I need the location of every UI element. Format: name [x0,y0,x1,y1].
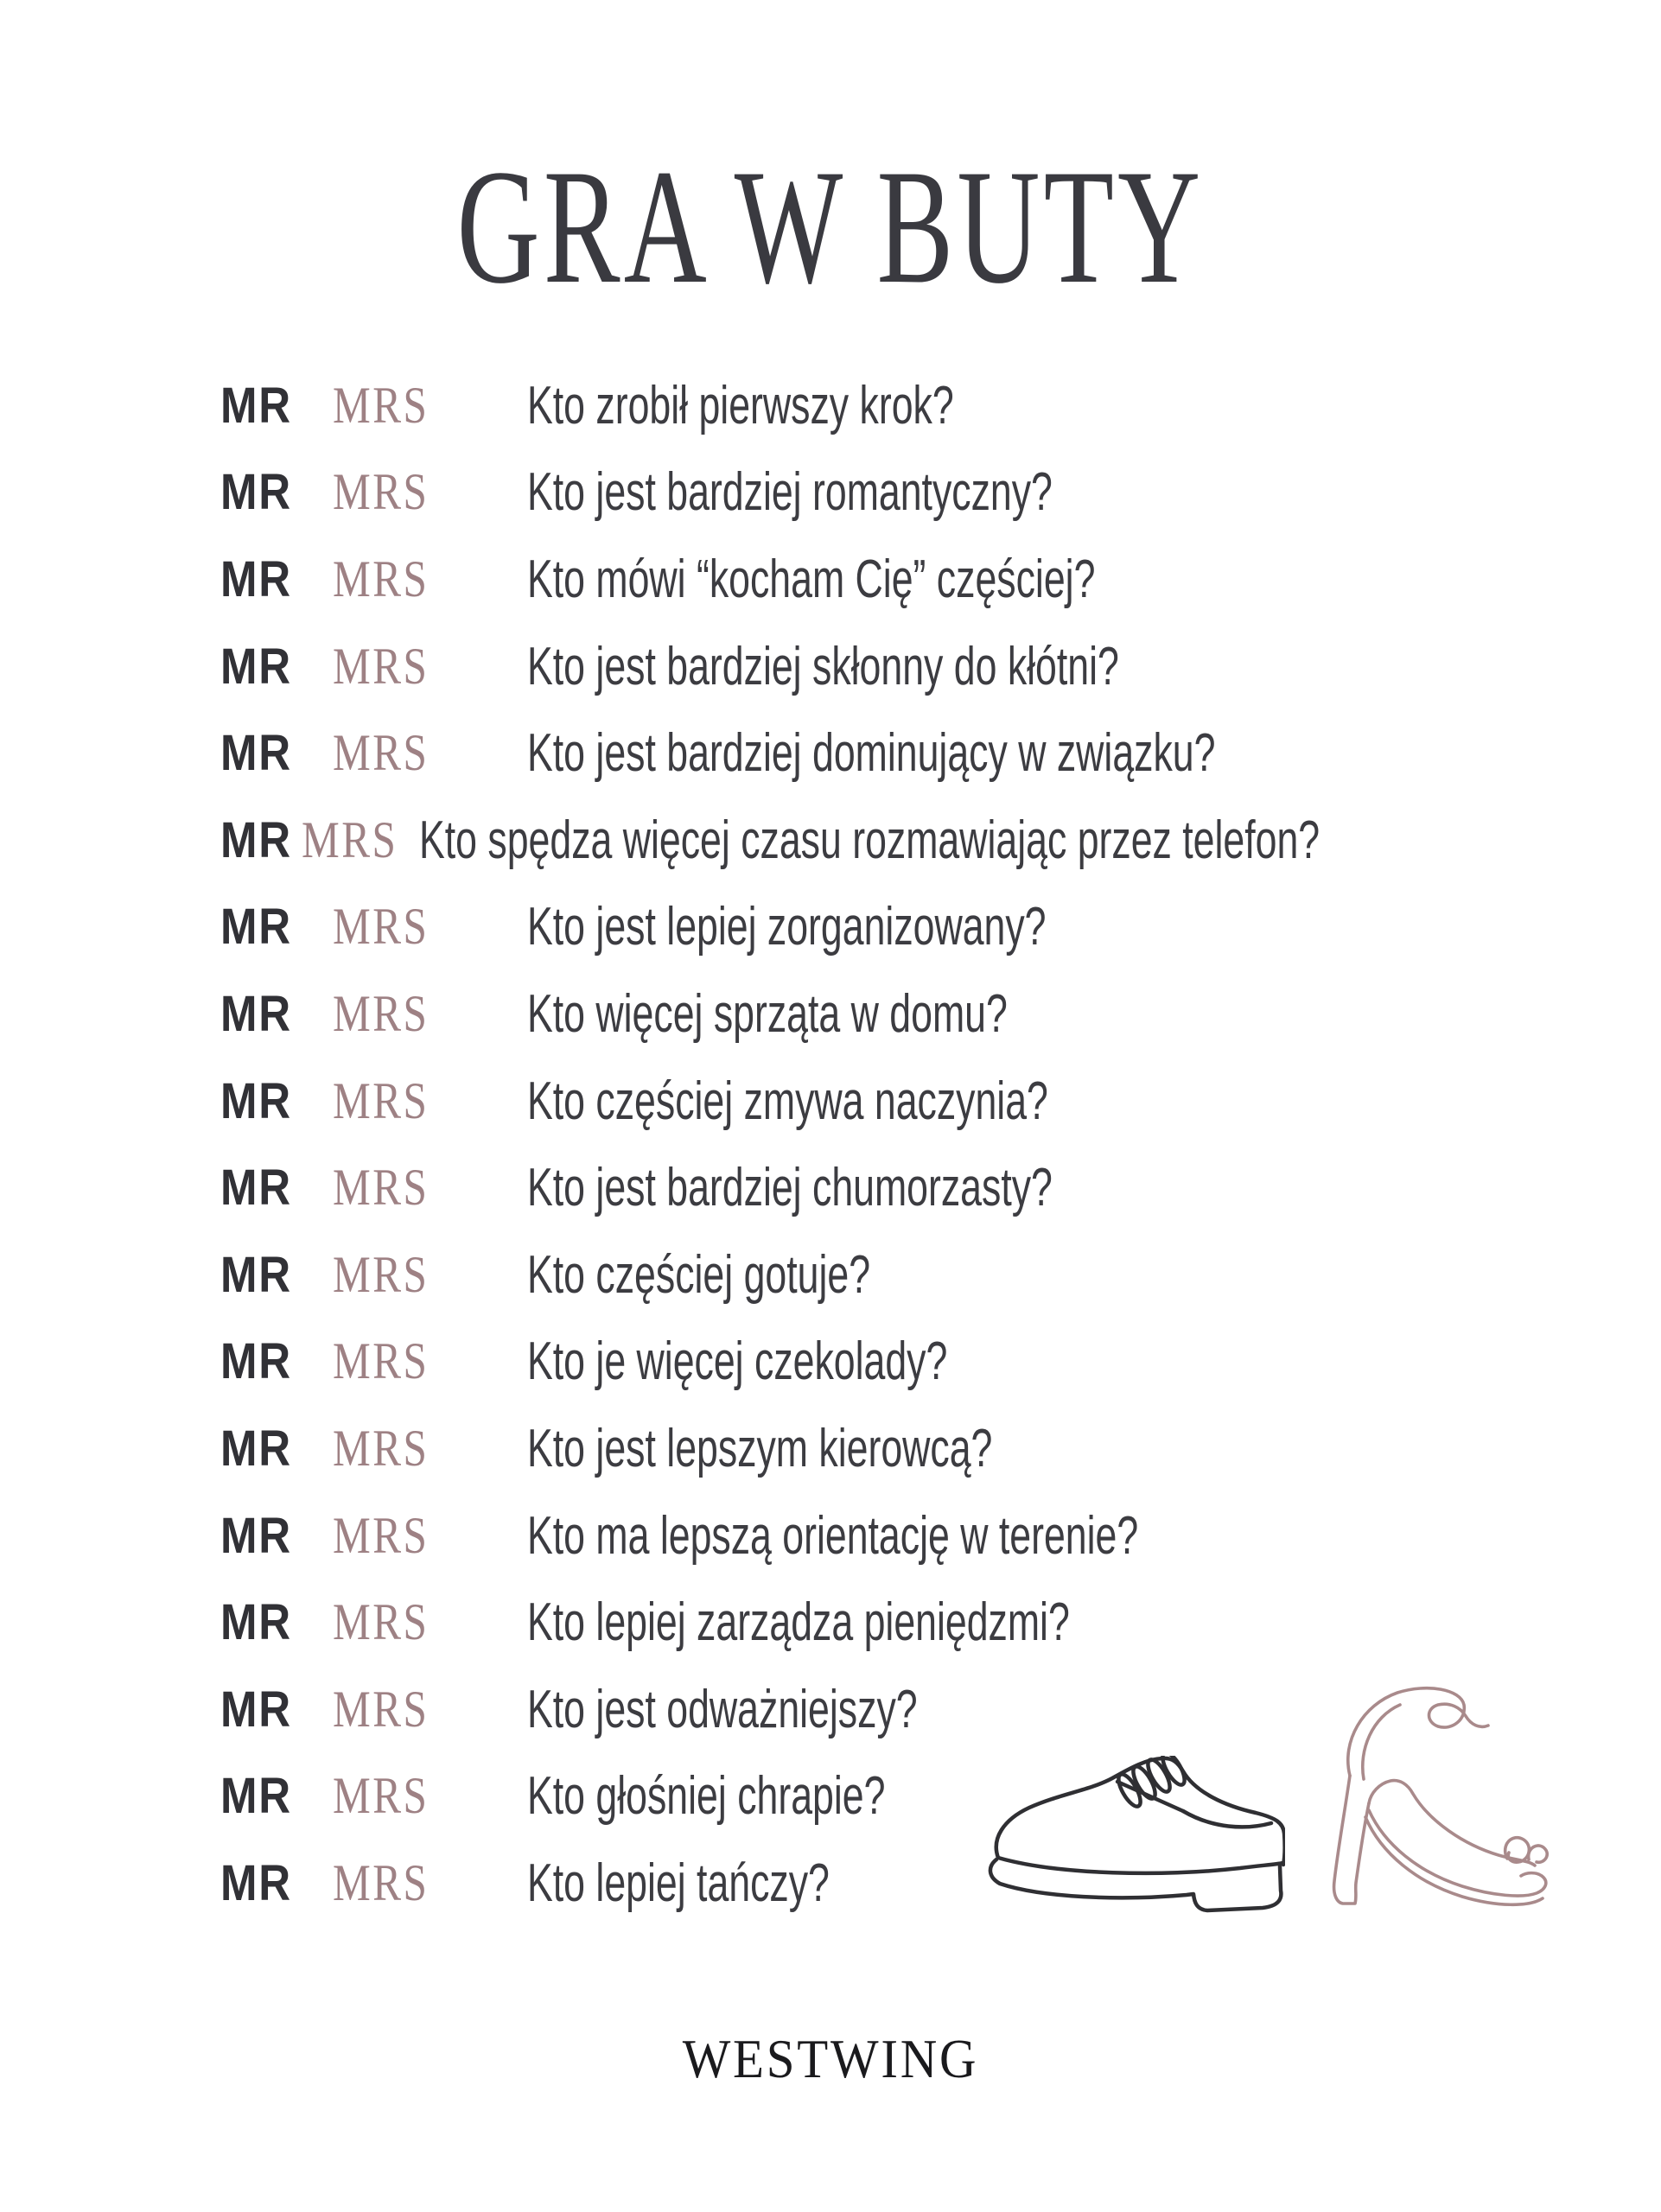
mrs-option[interactable]: MRS [333,1680,430,1738]
question-text: Kto jest bardziej dominujący w związku? [527,723,1216,784]
question-row [220,449,1609,537]
mr-option[interactable]: MR [220,811,292,868]
mrs-option[interactable]: MRS [333,550,430,607]
question-text: Kto częściej gotuje? [527,1244,871,1305]
mr-option[interactable]: MR [220,1246,292,1303]
question-text: Kto głośniej chrapie? [527,1766,886,1827]
mrs-option[interactable]: MRS [333,1159,430,1217]
question-text: Kto częściej zmywa naczynia? [527,1071,1048,1131]
mr-option[interactable]: MR [220,1160,292,1217]
mrs-option[interactable]: MRS [333,1506,430,1564]
mr-option[interactable]: MR [220,899,292,956]
question-text: Kto jest bardziej skłonny do kłótni? [527,636,1119,696]
mens-shoe-icon [981,1756,1285,1920]
mr-option[interactable]: MR [220,377,292,434]
mr-option[interactable]: MR [220,1594,292,1651]
question-text: Kto jest lepiej zorganizowany? [527,897,1047,957]
question-text: Kto zrobił pierwszy krok? [527,375,954,435]
mrs-option[interactable]: MRS [333,1853,430,1911]
question-text: Kto jest lepszym kierowcą? [527,1418,993,1478]
mrs-option[interactable]: MRS [333,1245,430,1303]
mrs-option[interactable]: MRS [333,724,430,782]
mrs-option[interactable]: MRS [333,1071,430,1129]
question-row [220,884,1609,971]
question-row [220,797,1609,884]
mr-option[interactable]: MR [220,1333,292,1390]
question-text: Kto lepiej zarządza pieniędzmi? [527,1592,1070,1653]
question-row [220,1144,1609,1231]
question-row [220,362,1609,449]
question-text: Kto więcej sprząta w domu? [527,983,1008,1044]
mr-option[interactable]: MR [220,464,292,521]
question-row [220,1058,1609,1145]
question-text: Kto mówi “kocham Cię” częściej? [527,549,1096,609]
question-text: Kto ma lepszą orientację w terenie? [527,1505,1139,1566]
question-row [220,1319,1609,1406]
question-text: Kto spędza więcej czasu rozmawiając przez telefon? [418,810,1321,870]
mr-option[interactable]: MR [220,1768,292,1825]
mr-option[interactable]: MR [220,985,292,1042]
mrs-option[interactable]: MRS [333,463,430,521]
mrs-option[interactable]: MRS [333,1593,430,1651]
mrs-option[interactable]: MRS [333,1419,430,1477]
mrs-option[interactable]: MRS [333,984,430,1042]
womens-heel-icon [1315,1681,1568,1916]
question-row [220,1579,1609,1666]
question-text: Kto jest odważniejszy? [527,1679,918,1739]
mr-option[interactable]: MR [220,638,292,695]
mr-option[interactable]: MR [220,725,292,782]
page-title: GRA W BUTY [456,137,1205,318]
mr-option[interactable]: MR [220,1681,292,1738]
mr-option[interactable]: MR [220,1072,292,1129]
question-text: Kto jest bardziej chumorzasty? [527,1158,1053,1218]
question-row [220,1231,1609,1319]
mr-option[interactable]: MR [220,1507,292,1564]
question-text: Kto lepiej tańczy? [527,1853,830,1913]
question-row [220,709,1609,797]
brand-logo: WESTWING [682,2028,979,2089]
mrs-option[interactable]: MRS [333,1332,430,1390]
mr-option[interactable]: MR [220,1854,292,1911]
question-row [220,536,1609,623]
mrs-option[interactable]: MRS [333,898,430,956]
question-row [220,1492,1609,1580]
question-text: Kto je więcej czekolady? [527,1332,948,1392]
question-text: Kto jest bardziej romantyczny? [527,462,1053,523]
mrs-option[interactable]: MRS [302,810,398,868]
question-row [220,1405,1609,1492]
mr-option[interactable]: MR [220,1420,292,1477]
mrs-option[interactable]: MRS [333,637,430,695]
question-row [220,970,1609,1058]
mr-option[interactable]: MR [220,550,292,607]
mrs-option[interactable]: MRS [333,376,430,434]
mrs-option[interactable]: MRS [333,1767,430,1825]
question-row [220,623,1609,710]
